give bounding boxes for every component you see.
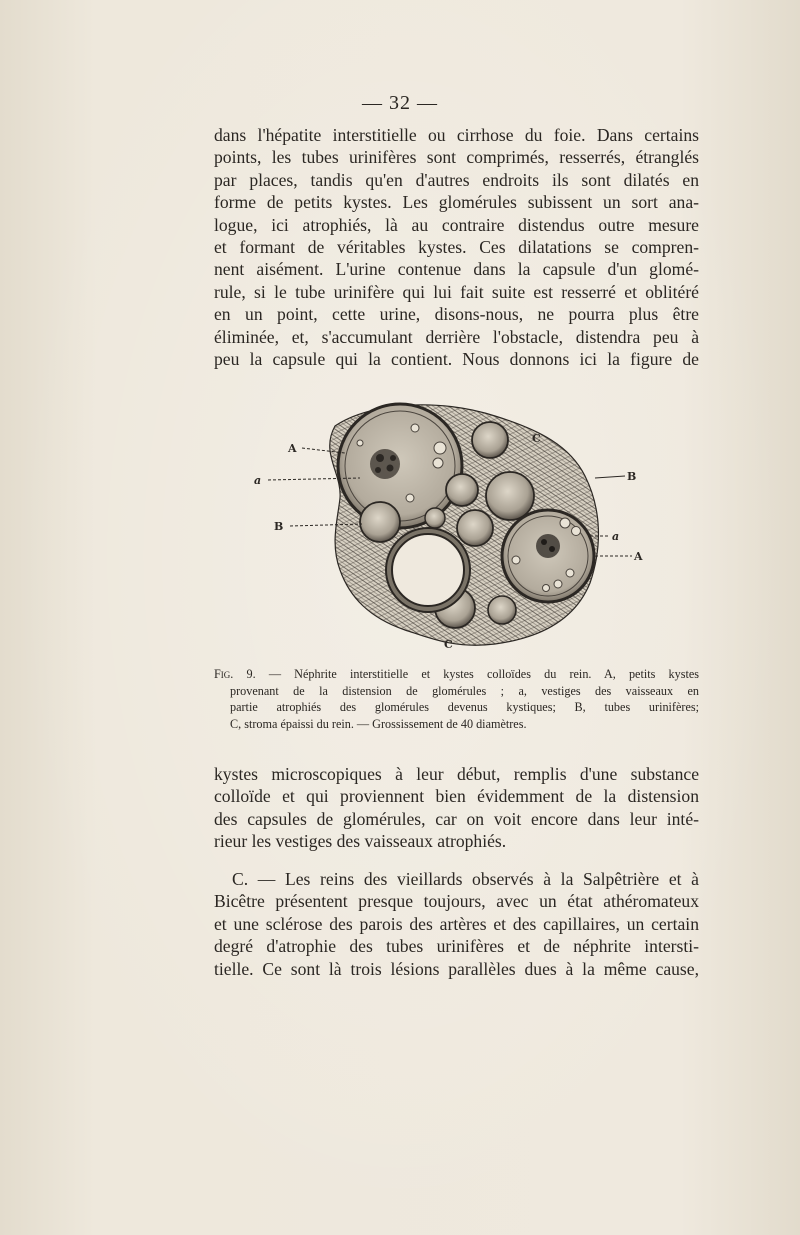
text-line: kystes microscopiques à leur début, remplis d'une substance [214,764,699,784]
figure-number: Fig. 9. [214,667,256,681]
text-line: rule, si le tube urinifère qui lui fait suite est resserré et oblitéré [214,281,699,302]
tubule [425,508,445,528]
paragraph-3 [214,868,699,980]
vessel-cluster [370,449,400,479]
cyst-large [338,404,462,528]
tubule [472,422,508,458]
label-C-top: C [532,432,541,445]
text-line: nent aisément. L'urine contenue dans la capsule d'un glomé- [214,259,699,280]
label-B-left: B [274,520,284,533]
text-line: en un point, cette urine, disons-nous, ne pourra plus être [214,304,699,325]
kidney-section-figure [240,398,660,656]
text-line: des capsules de glomérules, car on voit encore dans leur inté- [214,808,699,829]
tubule [457,510,493,546]
text-line: Bicêtre présentent presque toujours, avec un état athéromateux [214,891,699,912]
text-line: et une sclérose des parois des artères et des capillaires, un certain [214,913,699,934]
tubule [360,502,400,542]
label-A-right: A [634,550,643,563]
kidney-section-illustration [240,398,660,656]
caption-line: partie atrophiés des glomérules devenus kystiques; B, tubes urinifères; [230,700,699,715]
text-line: tielle. Ce sont là trois lésions parallèles dues à la même cause, [214,958,699,979]
vessel-cluster [536,534,560,558]
figure-caption [214,666,699,732]
caption-line: provenant de la distension de glomérules ; a, vestiges des vaisseaux en [230,683,699,698]
tubule [486,472,534,520]
tubule [488,596,516,624]
caption-text: — Néphrite interstitielle et kystes colloïdes du rein. A, petits kystes [268,667,699,681]
label-A-top: A [288,442,297,455]
text-line: degré d'atrophie des tubes urinifères et de néphrite intersti- [214,936,699,957]
text-line: logue, ici atrophiés, là au contraire distendus outre mesure [214,214,699,235]
text-line: C. — Les reins des vieillards observés à la Salpêtrière et à [232,869,699,889]
text-line: et formant de véritables kystes. Ces dilatations se compren- [214,237,699,258]
paragraph-1 [214,124,699,370]
caption-line: C, stroma épaissi du rein. — Grossissement de 40 diamètres. [230,716,527,731]
label-B-right: B [627,470,637,483]
tubule [446,474,478,506]
paragraph-2 [214,763,699,853]
text-line: colloïde et qui proviennent bien évidemment de la distension [214,786,699,807]
text-line: éliminée, et, s'accumulant derrière l'obstacle, distendra peu à [214,326,699,347]
text-line: forme de petits kystes. Les glomérules subissent un sort ana- [214,192,699,213]
text-line: peu la capsule qui la contient. Nous donnons ici la figure de [214,349,699,370]
label-a-right: a [612,530,620,543]
page-number: — 32 — [362,92,438,114]
text-line: rieur les vestiges des vaisseaux atrophiés. [214,831,507,852]
label-a-left: a [254,474,262,487]
caption-line [214,666,699,683]
text-line: dans l'hépatite interstitielle ou cirrhose du foie. Dans certains [214,125,699,145]
text-line: points, les tubes urinifères sont comprimés, resserrés, étranglés [214,147,699,168]
text-line: par places, tandis qu'en d'autres endroits ils sont dilatés en [214,169,699,190]
label-C-bottom: C [444,638,453,651]
